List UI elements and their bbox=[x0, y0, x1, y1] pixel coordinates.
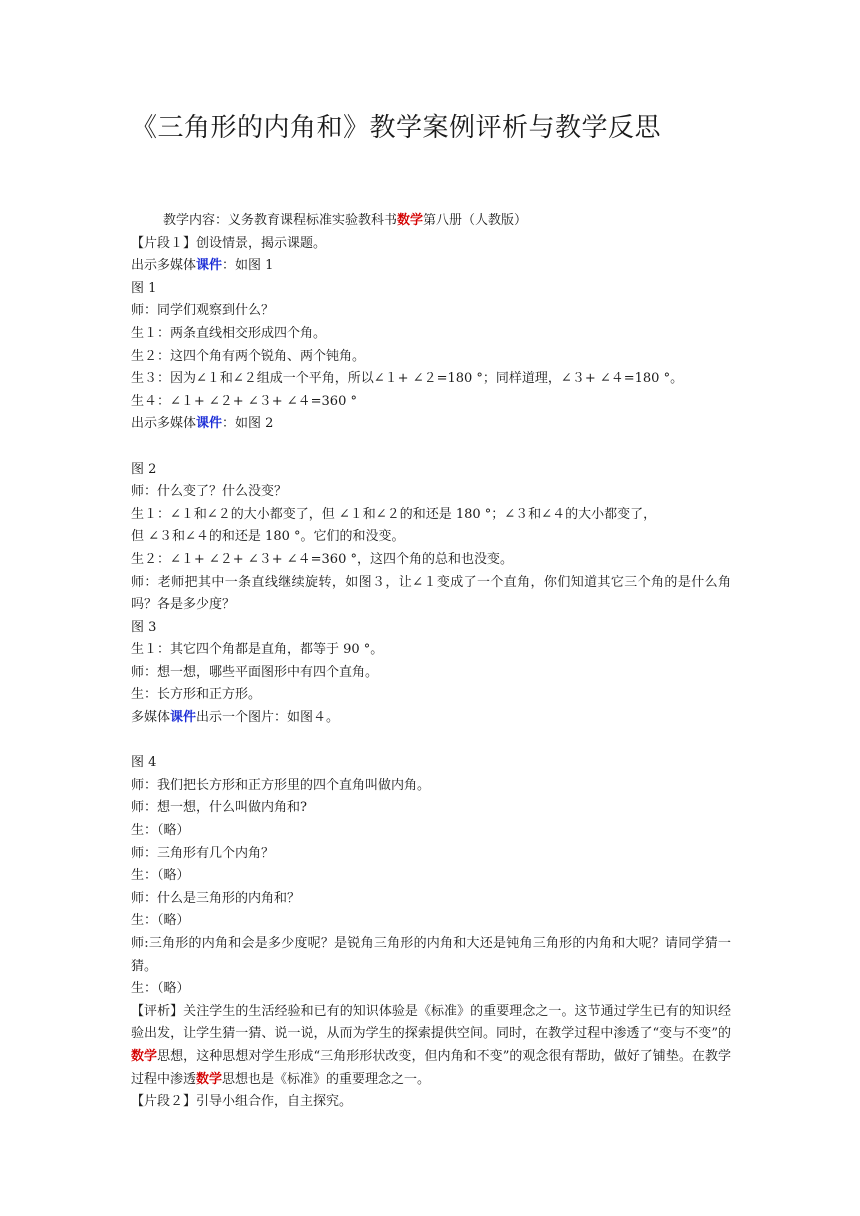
paragraph-line: 师：什么变了？什么没变？ bbox=[131, 484, 288, 500]
keyword-math[interactable]: 数学 bbox=[196, 1071, 223, 1087]
paragraph-line: 师：我们把长方形和正方形里的四个直角叫做内角。 bbox=[131, 777, 431, 793]
paragraph-line: 师:三角形的内角和会是多少度呢？是锐角三角形的内角和大还是钝角三角形的内角和大呢？请同学猜一猜。 bbox=[131, 936, 731, 974]
text-segment: 思想，这种思想对学生形成“三角形形状改变，但内角和不变”的观念很有帮助，做好了铺垫。在教学过程中渗透 bbox=[131, 1048, 731, 1087]
paragraph-line: 生２：这四个角有两个锐角、两个钝角。 bbox=[131, 348, 366, 364]
text-segment: 出示多媒体 bbox=[131, 416, 197, 432]
paragraph-line: 师：同学们观察到什么？ bbox=[131, 303, 275, 319]
text-segment: 第八册（人教版） bbox=[423, 213, 528, 228]
paragraph-line: 生：长方形和正方形。 bbox=[131, 687, 262, 703]
text-segment: 教学内容：义务教育课程标准实验教科书 bbox=[163, 213, 398, 228]
blank-line bbox=[131, 730, 731, 753]
paragraph-line: 生１：∠１和∠２的大小都变了，但 ∠１和∠２的和还是 180 °；∠３和∠４的大小都变了， bbox=[131, 506, 657, 522]
figure-label: 图 3 bbox=[131, 619, 157, 635]
paragraph-line: 师：想一想，哪些平面图形中有四个直角。 bbox=[131, 664, 379, 680]
paragraph-line: 生：（略） bbox=[131, 868, 190, 884]
figure-label: 图 1 bbox=[131, 280, 157, 296]
paragraph-line: 生１：其它四个角都是直角，都等于 90 °。 bbox=[131, 642, 384, 658]
text-segment: ：如图 2 bbox=[222, 416, 274, 432]
paragraph-line: 生２：∠１+ ∠２+ ∠３+ ∠４=360 °，这四个角的总和也没变。 bbox=[131, 551, 513, 567]
paragraph-line: 但 ∠３和∠４的和还是 180 °。它们的和没变。 bbox=[131, 529, 405, 545]
paragraph-line: 生１：两条直线相交形成四个角。 bbox=[131, 325, 327, 341]
text-segment: 【评析】关注学生的生活经验和已有的知识体验是《标准》的重要理念之一。这节通过学生已有的知识经验出发，让学生猜一猜、说一说，从而为学生的探索提供空间。同时，在教学过程中渗透了“变与不变”的 bbox=[131, 1003, 731, 1042]
keyword-math[interactable]: 数学 bbox=[397, 213, 424, 228]
paragraph-line: 师：想一想，什么叫做内角和? bbox=[131, 800, 307, 816]
text-segment: 思想也是《标准》的重要理念之一。 bbox=[222, 1071, 431, 1087]
keyword-courseware[interactable]: 课件 bbox=[196, 258, 223, 274]
paragraph-line: 生３：因为∠１和∠２组成一个平角，所以∠１+ ∠２=180 °；同样道理，∠３+ ∠４=180 °。 bbox=[131, 371, 684, 387]
commentary-paragraph bbox=[131, 1001, 731, 1091]
text-segment: 出示多媒体 bbox=[131, 258, 197, 274]
segment-2-heading: 【片段２】引导小组合作，自主探究。 bbox=[131, 1094, 353, 1110]
text-segment: ：如图 1 bbox=[222, 258, 274, 274]
figure-label: 图 2 bbox=[131, 461, 157, 477]
paragraph-line: 生：（略） bbox=[131, 913, 190, 929]
teaching-content-line bbox=[131, 210, 731, 233]
paragraph-line bbox=[131, 255, 731, 278]
paragraph-line: 生４：∠１+ ∠２+ ∠３+ ∠４=360 ° bbox=[131, 393, 357, 409]
figure-label: 图 4 bbox=[131, 755, 157, 771]
blank-line bbox=[131, 436, 731, 459]
page-title: 《三角形的内角和》教学案例评析与教学反思 bbox=[131, 113, 662, 143]
keyword-math[interactable]: 数学 bbox=[131, 1048, 158, 1064]
keyword-courseware[interactable]: 课件 bbox=[196, 416, 223, 432]
paragraph-line: 师：三角形有几个内角？ bbox=[131, 845, 275, 861]
text-segment: 出示一个图片：如图４。 bbox=[196, 710, 340, 726]
paragraph-line: 师：老师把其中一条直线继续旋转，如图３，让∠１变成了一个直角，你们知道其它三个角的是什么角吗？各是多少度？ bbox=[131, 574, 731, 613]
paragraph-line: 师：什么是三角形的内角和？ bbox=[131, 890, 301, 906]
text-segment: 多媒体 bbox=[131, 710, 171, 726]
paragraph-line bbox=[131, 413, 731, 436]
segment-1-heading: 【片段１】创设情景，揭示课题。 bbox=[131, 235, 327, 251]
paragraph-line: 生：（略） bbox=[131, 823, 190, 839]
keyword-courseware[interactable]: 课件 bbox=[170, 710, 197, 726]
paragraph-line: 生：（略） bbox=[131, 981, 190, 997]
document-body bbox=[131, 210, 731, 1114]
paragraph-line bbox=[131, 707, 731, 730]
